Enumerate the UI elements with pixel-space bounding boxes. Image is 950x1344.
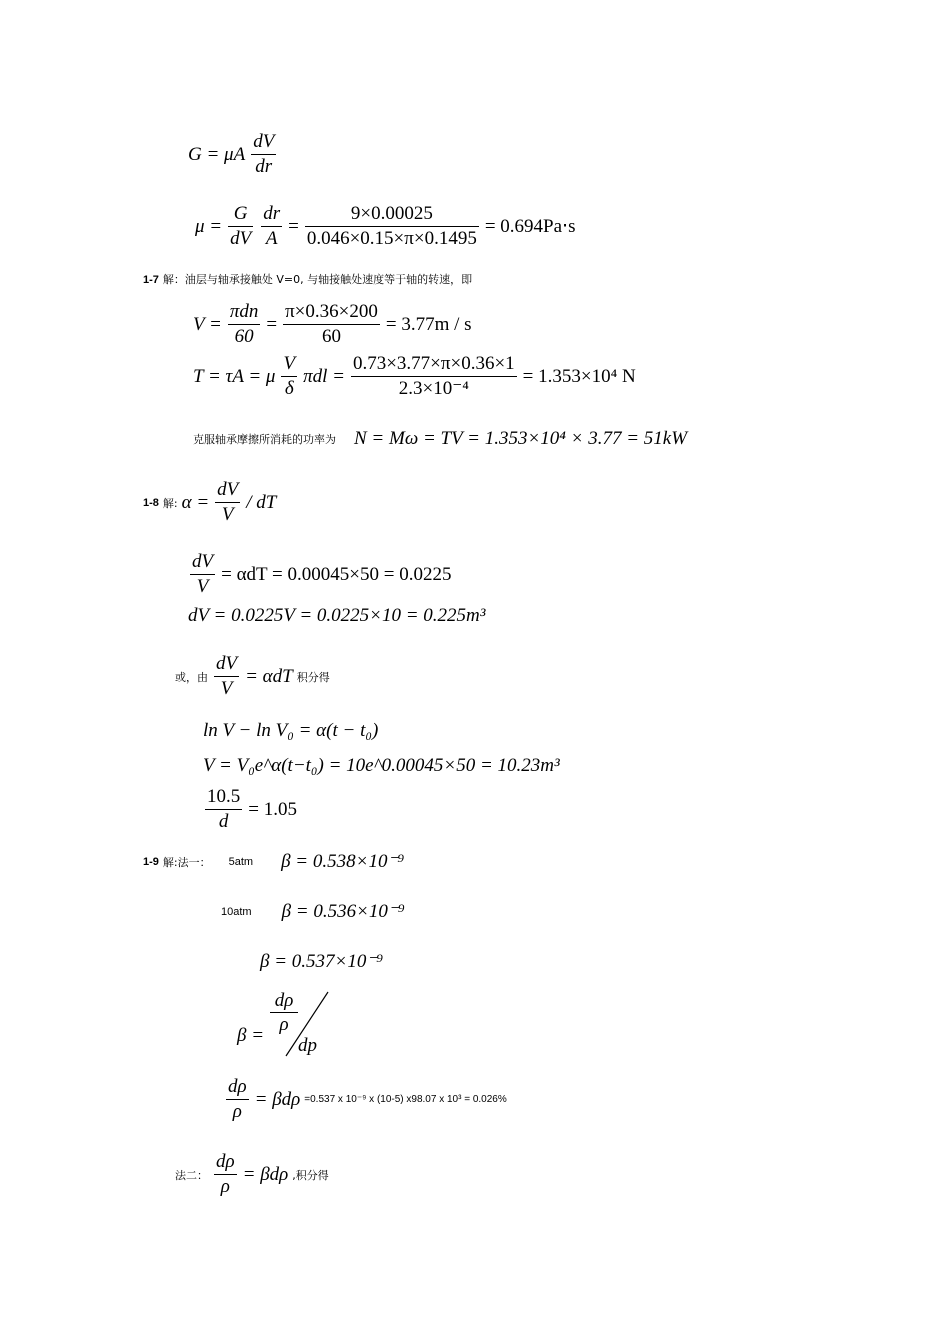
p18-lhs: α = — [181, 491, 210, 513]
eq-log: ln V − ln V₀ = α(t − t₀) — [203, 720, 379, 741]
eq2-f3-num: 9×0.00025 — [305, 202, 479, 227]
pressure-10atm: 10atm — [221, 905, 252, 918]
eq3-f2-num: π×0.36×200 — [283, 300, 380, 325]
problem-number: 1-8 — [143, 496, 159, 509]
eq4-frac1 — [281, 352, 297, 401]
eq10-num: dρ — [226, 1075, 249, 1100]
eq-ratio — [203, 785, 297, 834]
or-num: dV — [214, 652, 239, 677]
eq3-frac2 — [283, 300, 380, 349]
or-line — [175, 652, 330, 701]
problem-label: 解:法一： — [162, 855, 211, 869]
beta-average: β = 0.537×10⁻⁹ — [260, 951, 383, 972]
eq3-lhs: V = — [193, 313, 222, 335]
eq5-num: dV — [190, 550, 215, 575]
beta-5atm: β = 0.538×10⁻⁹ — [281, 851, 405, 872]
eq5-den: V — [196, 576, 209, 597]
problem-1-9-heading — [143, 850, 404, 873]
problem-number: 1-7 — [143, 274, 159, 286]
eq3-f1-den: 60 — [234, 326, 254, 347]
eq5-rhs: = αdT = 0.00045×50 = 0.0225 — [221, 563, 452, 585]
m2-frac — [214, 1150, 237, 1199]
eq-exponential: V = V₀e^α(t−t₀) = 10e^0.00045×50 = 10.23m³ — [203, 755, 560, 776]
beta-10atm: β = 0.536×10⁻⁹ — [281, 901, 405, 922]
m2-den: ρ — [220, 1176, 230, 1197]
beta-num: dρ — [270, 990, 298, 1013]
eq2-equals: = — [288, 215, 299, 237]
m2-suffix: ,积分得 — [292, 1168, 329, 1182]
power-label: 克服轴承摩擦所消耗的功率为 — [193, 433, 336, 446]
eq9-rhs: = 1.05 — [248, 798, 297, 820]
eq2-f1-num: G — [228, 202, 253, 227]
eq10-rhs: = βdρ — [254, 1088, 301, 1110]
eq10-calc: =0.537 x 10⁻⁹ x (10-5) x98.07 x 10³ = 0.026% — [304, 1094, 507, 1105]
beta-denominator: dp — [298, 1035, 317, 1056]
eq1-lhs: G = μA — [188, 143, 246, 165]
eq4-mid: πdl = — [303, 365, 345, 387]
p18-den: V — [221, 504, 234, 525]
eq4-f1-den: δ — [284, 378, 294, 399]
p18-frac — [215, 478, 240, 527]
eq3-rhs: = 3.77m / s — [385, 313, 472, 335]
eq5-frac — [190, 550, 215, 599]
eq2-lhs: μ = — [195, 215, 223, 237]
eq2-frac3 — [305, 202, 479, 251]
eq2-rhs: = 0.694Pa⋅s — [484, 216, 576, 237]
eq3-f2-den: 60 — [321, 326, 341, 347]
power-equation: N = Mω = TV = 1.353×10⁴ × 3.77 = 51kW — [354, 428, 688, 449]
problem-text: 解：油层与轴承接触处 V=0, 与轴接触处速度等于轴的转速，即 — [162, 273, 473, 286]
eq10-frac — [226, 1075, 249, 1124]
eq-friction-force — [193, 352, 636, 401]
eq4-lhs: T = τA = μ — [193, 365, 276, 387]
m2-rhs: = βdρ — [242, 1163, 289, 1185]
problem-number: 1-9 — [143, 855, 159, 868]
eq9-den: d — [218, 811, 229, 832]
method-two-label: 法二： — [175, 1168, 208, 1182]
eq-viscosity — [195, 202, 576, 251]
eq4-f1-num: V — [281, 352, 297, 377]
power-line — [193, 428, 687, 450]
eq-shear-force — [188, 130, 278, 179]
eq2-frac2 — [261, 202, 282, 251]
eq4-f2-den: 2.3×10⁻⁴ — [398, 378, 469, 399]
eq2-frac1 — [228, 202, 253, 251]
or-prefix: 或，由 — [175, 670, 208, 684]
pressure-5atm: 5atm — [228, 855, 254, 868]
eq-relative-volume — [188, 550, 451, 599]
eq10-den: ρ — [232, 1101, 242, 1122]
eq9-num: 10.5 — [205, 785, 242, 810]
eq4-f2-num: 0.73×3.77×π×0.36×1 — [351, 352, 517, 377]
problem-1-7-heading — [143, 270, 472, 288]
eq3-f1-num: πdn — [228, 300, 261, 325]
eq9-frac — [205, 785, 242, 834]
eq2-f2-num: dr — [261, 202, 282, 227]
eq-density-change — [224, 1075, 507, 1124]
or-suffix: 积分得 — [296, 670, 330, 684]
or-rhs: = αdT — [245, 665, 293, 687]
p18-rhs: / dT — [246, 491, 277, 513]
problem-1-8-heading — [143, 478, 276, 527]
eq4-rhs: = 1.353×10⁴ N — [522, 365, 636, 387]
beta-den: ρ — [279, 1014, 289, 1035]
eq1-fraction — [251, 130, 276, 179]
eq-volume-change: dV = 0.0225V = 0.0225×10 = 0.225m³ — [188, 605, 486, 626]
eq-velocity: V = $\frac{\text{πdn}}{60}$ = $\frac{\pi\times 0.36\times 200}{60}$ = 3.77m / s — [193, 301, 472, 347]
or-frac — [214, 652, 239, 701]
eq1-den: dr — [255, 156, 273, 177]
eq2-f1-den: dV — [230, 228, 252, 249]
eq2-f3-den: 0.046×0.15×π×0.1495 — [306, 228, 477, 249]
problem-label: 解: — [162, 496, 178, 510]
or-den: V — [220, 678, 233, 699]
eq3-frac1 — [228, 300, 261, 349]
eq2-f2-den: A — [265, 228, 278, 249]
p18-num: dV — [215, 478, 240, 503]
method-two-line — [175, 1150, 329, 1199]
eq1-num: dV — [251, 130, 276, 155]
pressure-10atm-line — [221, 900, 405, 923]
m2-num: dρ — [214, 1150, 237, 1175]
beta-lhs: β = — [237, 1025, 265, 1046]
eq4-frac2 — [351, 352, 517, 401]
